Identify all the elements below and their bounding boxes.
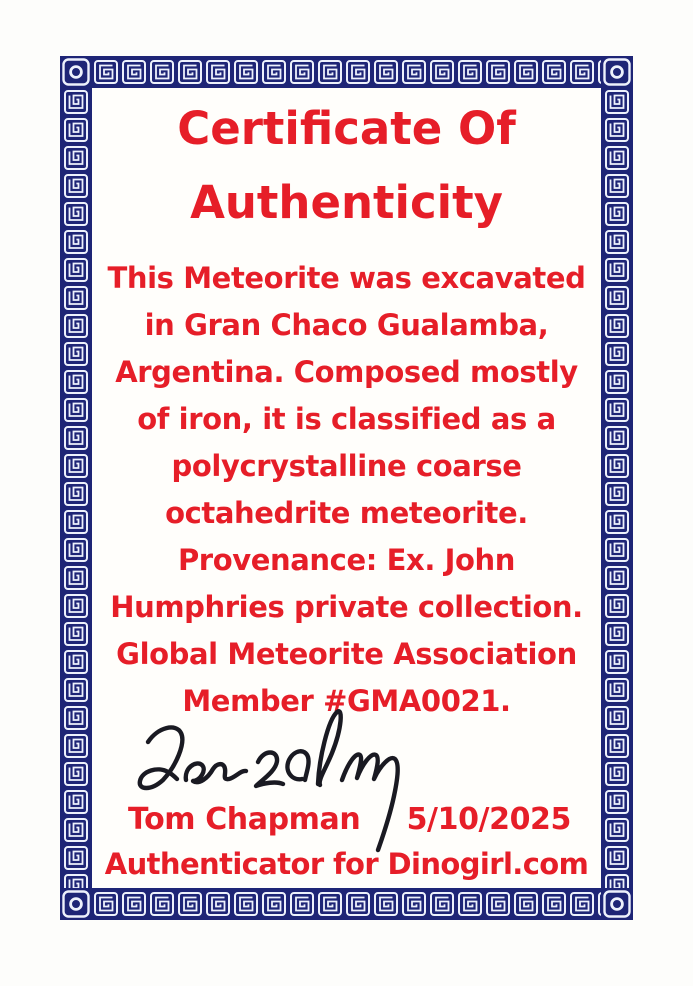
body-line: of iron, it is classified as a [137, 402, 556, 436]
signer-name: Tom Chapman [128, 802, 361, 837]
title-line-1: Certificate Of [177, 102, 516, 155]
certificate-title [92, 92, 601, 240]
body-line: Humphries private collection. [110, 590, 583, 624]
body-line: octahedrite meteorite. [165, 496, 528, 530]
signature-area [92, 725, 601, 797]
certificate-frame [60, 56, 633, 920]
body-line: Global Meteorite Association [116, 637, 577, 671]
certificate-body [92, 255, 601, 725]
body-line: This Meteorite was excavated [107, 261, 586, 295]
body-line: Argentina. Composed mostly [115, 355, 578, 389]
signer-role: Authenticator for Dinogirl.com [104, 847, 589, 881]
certificate-date: 5/10/2025 [406, 802, 571, 837]
body-line: in Gran Chaco Gualamba, [144, 308, 549, 342]
certificate-content [92, 88, 601, 888]
body-line: Member #GMA0021. [182, 684, 511, 718]
signer-row [92, 797, 601, 843]
body-line: polycrystalline coarse [171, 449, 522, 483]
title-line-2: Authenticity [190, 176, 503, 229]
body-line: Provenance: Ex. John [177, 543, 516, 577]
